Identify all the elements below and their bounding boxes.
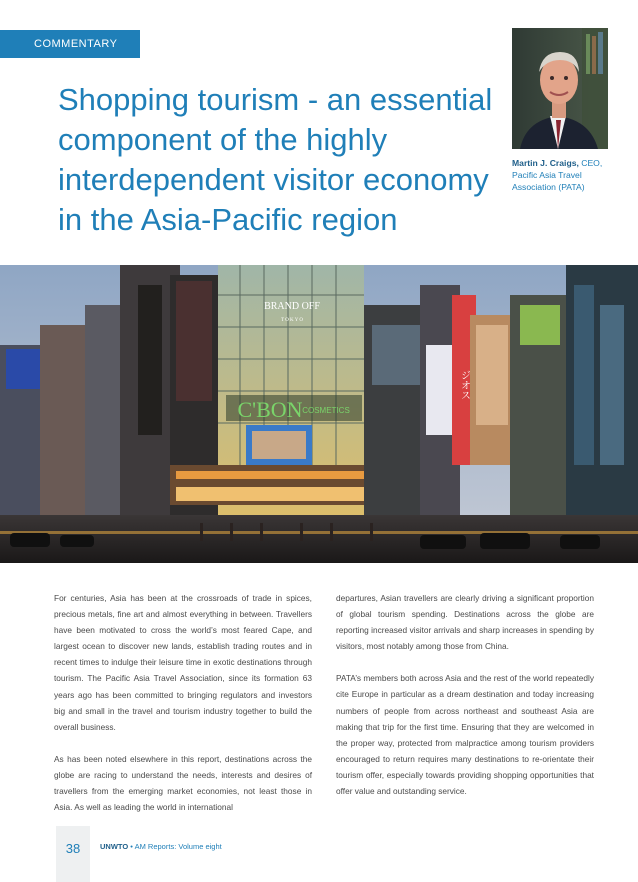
footer-bullet: • bbox=[128, 842, 135, 851]
author-portrait bbox=[512, 28, 608, 149]
footer-report: AM Reports: Volume eight bbox=[134, 842, 222, 851]
paragraph: departures, Asian travellers are clearly driving a significant proportion of global tourism spending. Destinations across the globe are reporting increased visitor arrivals and sharp increases in spending by visitors, most notably among those from China. bbox=[336, 593, 594, 652]
cbon-sign: C'BON bbox=[237, 397, 303, 422]
brand-off-sign: BRAND OFF bbox=[264, 301, 320, 312]
street-photo bbox=[0, 265, 638, 563]
paragraph: PATA’s members both across Asia and the rest of the world repeatedly cite Europe in particular as a dream destination and today increasing numbers of people from across northeast and southeast Asia are making that trip for the first time. Ensuring that they are welcomed in the proper way, protected from malpractice among tourism providers encouraged to return requires many destinations to re-orientate their tourism offer, especially towards providing shopping opportunities that offer value and outstanding service. bbox=[336, 673, 594, 797]
section-label: COMMENTARY bbox=[0, 30, 140, 58]
brand-off-sub-sign: T O K Y O bbox=[280, 318, 304, 323]
body-column-left bbox=[54, 590, 312, 831]
footer-org: UNWTO bbox=[100, 842, 129, 851]
running-footer bbox=[100, 842, 222, 851]
author-role: CEO, Pacific Asia Travel Association (PATA) bbox=[512, 158, 603, 192]
cosmetics-sign: COSMETICS bbox=[302, 406, 350, 415]
page-number: 38 bbox=[65, 841, 81, 856]
jiosu-sign: ジオス bbox=[458, 370, 470, 400]
paragraph: As has been noted elsewhere in this report, destinations across the globe are racing to understand the needs, interests and desires of travellers from the emerging market economies, not least those in Asia. As well as leading the world in international bbox=[54, 753, 312, 813]
article-title: Shopping tourism - an essential component of the highly interdependent visitor economy in the Asia-Pacific region bbox=[58, 82, 493, 237]
page-number-box bbox=[56, 826, 90, 882]
paragraph: For centuries, Asia has been at the crossroads of trade in spices, precious metals, fine art and almost everything in between. Travellers have been motivated to cross the world’s most feared Cape, and largest ocean to discover new lands, establish trading routes and in recent times to indulge their leisure time in exotic destinations through tourism. The Pacific Asia Travel Association, since its formation 63 years ago has been committed to bringing regulators and investors big and small in the travel and tourism industry together to build the overall business. bbox=[54, 593, 312, 732]
body-column-right bbox=[336, 590, 594, 815]
author-credit bbox=[512, 157, 622, 193]
author-name: Martin J. Craigs, bbox=[512, 158, 579, 168]
